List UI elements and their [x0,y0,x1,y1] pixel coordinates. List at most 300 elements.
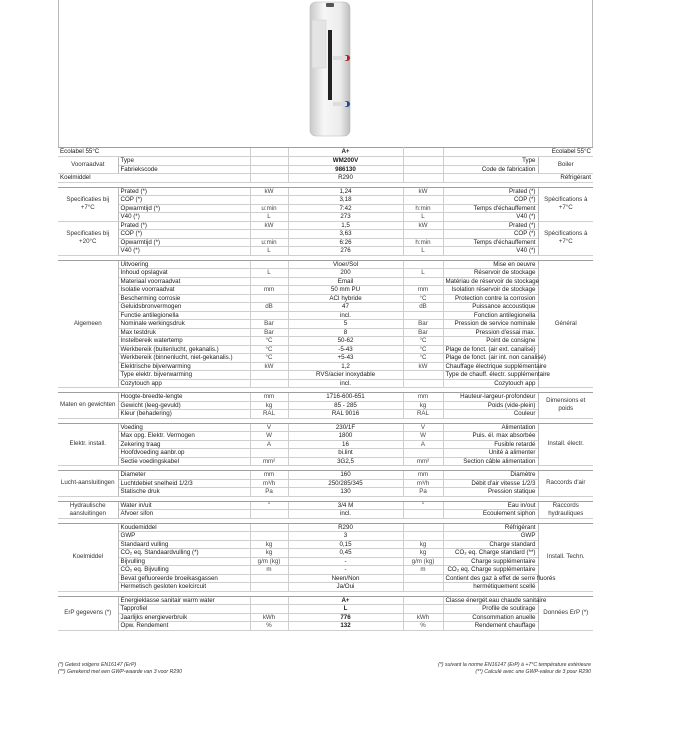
value: - [288,557,403,566]
unit-nl: kg [250,549,288,558]
unit-nl [250,311,288,320]
unit-nl [250,605,288,614]
group-label: Elektr. install. [58,423,118,466]
group-label: Algemeen [58,260,118,388]
value: 85 - 285 [288,401,403,410]
table-row [58,583,593,592]
table-row [58,613,593,622]
label-fr: COP (*) [443,196,538,205]
group-label-fr: Install. électr. [538,423,593,466]
label-nl: Max opg. Elektr. Vermogen [118,432,250,441]
label-fr: Prated (*) [443,187,538,196]
label-nl: Bevat gefluoreerde broeikasgassen [118,574,250,583]
table-row [58,440,593,449]
unit-fr: °C [403,345,443,354]
label-fr: Pression de service nominale [443,320,538,329]
table-row [58,510,593,519]
label-fr: Couleur [443,410,538,419]
unit-nl [250,277,288,286]
unit-nl [250,371,288,380]
unit-nl [250,596,288,605]
label-nl: Materiaal voorraadvat [118,277,250,286]
unit-fr: mm [403,393,443,402]
unit-nl: RAL [250,410,288,419]
unit-fr [403,574,443,583]
label-fr: Isolation réservoir de stockage [443,286,538,295]
table-row [58,532,593,541]
value: WM200V [288,157,403,166]
table-row [58,328,593,337]
unit-fr: Bar [403,328,443,337]
group-label: Maten en gewichten [58,393,118,419]
label-fr: Plage de fonct. (air ext. canalisé) [443,345,538,354]
label-nl: Hermetisch gesloten koelcircuit [118,583,250,592]
unit-fr: kWh [403,613,443,622]
unit-fr: L [403,269,443,278]
label-fr: Réservoir de stockage [443,269,538,278]
label-nl: Werkbereik (binnenlucht, niet-gekanalis.) [118,354,250,363]
value: 1800 [288,432,403,441]
group-label-fr: Données ErP (*) [538,596,593,630]
footnote-right-1: (*) suivant la norme EN16147 (ErP) à +7°C température extérieure [437,662,591,668]
group-label-fr: Spécifications à +7°C [538,187,593,221]
unit-fr: kg [403,401,443,410]
table-row [58,320,593,329]
label-fr: Type de chauff. électr. supplémentaire [443,371,538,380]
table-row [58,196,593,205]
unit-fr: A [403,440,443,449]
label-fr: Débit d'air vitesse 1/2/3 [443,479,538,488]
label-fr: hermétiquement scellé [443,583,538,592]
group-label-fr: Boiler [538,157,593,174]
label-nl: Fabriekscode [118,165,250,174]
value: 230/1F [288,423,403,432]
unit-nl: L [250,247,288,256]
unit-fr [403,311,443,320]
unit-fr: RAL [403,410,443,419]
label-fr: Consommation anuelle [443,613,538,622]
label-fr: Pression d'essai max. [443,328,538,337]
table-row [58,286,593,295]
label-fr: Puissance accoustique [443,303,538,312]
unit-nl: m [250,566,288,575]
table-row [58,566,593,575]
value: 6:26 [288,238,403,247]
table-row [58,423,593,432]
label-fr: Protection contre la corrosion [443,294,538,303]
footnotes-left [58,662,182,676]
label-nl: Max testdruk [118,328,250,337]
label-nl: Jaarlijks energieverbruik [118,613,250,622]
value: incl. [288,311,403,320]
unit-fr [403,449,443,458]
unit-fr: Pa [403,488,443,497]
table-row [58,303,593,312]
unit-fr [403,260,443,269]
value: 132 [288,622,403,631]
table-row [58,549,593,558]
unit-fr: m³/h [403,479,443,488]
group-label: Specificaties bij +7°C [58,187,118,221]
value: 250/285/345 [288,479,403,488]
unit-nl [250,174,288,183]
table-row [58,174,593,183]
group-label: Specificaties bij +20°C [58,221,118,255]
label-fr: Diamètre [443,471,538,480]
unit-nl: kW [250,187,288,196]
label-nl: Werkbereik (buitenlucht, gekanalis.) [118,345,250,354]
label-fr: GWP [443,532,538,541]
table-row [58,557,593,566]
label-fr: Fusible retardé [443,440,538,449]
value: 130 [288,488,403,497]
label-nl: Isolatie voorraadvat [118,286,250,295]
unit-fr: °C [403,354,443,363]
label-nl: Elektrische bijverwarming [118,362,250,371]
label-nl: V40 (*) [118,247,250,256]
unit-fr: g/m (kg) [403,557,443,566]
unit-fr: Bar [403,320,443,329]
unit-nl [250,583,288,592]
unit-fr [403,523,443,532]
value: - [288,566,403,575]
table-row [58,574,593,583]
label-fr: Mise en oeuvre [443,260,538,269]
table-row [58,157,593,166]
label-fr: Point de consigne [443,337,538,346]
value: 3,63 [288,230,403,239]
unit-fr: L [403,247,443,256]
unit-nl [250,532,288,541]
unit-fr: V [403,423,443,432]
footnote-left-1: (*) Getest volgens EN16147 (ErP) [58,662,137,668]
value: 776 [288,613,403,622]
table-row [58,238,593,247]
value: Neen/Non [288,574,403,583]
label-fr: V40 (*) [443,247,538,256]
label-fr: Cozytouch app [443,379,538,388]
unit-fr [403,379,443,388]
group-label-fr: Raccords hydrauliques [538,501,593,518]
value: 1,5 [288,221,403,230]
label-fr: Matériau de réservoir de stockage [443,277,538,286]
label-fr: V40 (*) [443,213,538,222]
group-label: Hydraulische aansluitingen [58,501,118,518]
label-nl: Opwarmtijd (*) [118,204,250,213]
unit-fr: mm [403,286,443,295]
table-row [58,523,593,532]
label-nl: Geluidsbronvermogen [118,303,250,312]
label-fr: Rendement chauffage [443,622,538,631]
ecolabel-right: Ecolabel 55°C [443,148,593,157]
value: R290 [288,523,403,532]
table-row [58,622,593,631]
label-nl: Functie antilegionella [118,311,250,320]
label-nl: Kleur (behadering) [118,410,250,419]
unit-nl: °C [250,354,288,363]
unit-nl: mm² [250,457,288,466]
group-label: ErP gegevens (*) [58,596,118,630]
label-fr: Contient des gaz à effet de serre fluorés [443,574,538,583]
unit-nl [250,260,288,269]
label-fr: Profile de soutirage [443,605,538,614]
label-fr: Pression statique [443,488,538,497]
table-row [58,213,593,222]
value: 3 [288,532,403,541]
unit-fr [403,174,443,183]
label-fr: Puis. él. max absorbée [443,432,538,441]
value: 3/4 M [288,501,403,510]
label-nl: Opw. Rendement [118,622,250,631]
label-nl: Koelmiddel [58,174,250,183]
label-fr: Prated (*) [443,221,538,230]
unit-nl: V [250,423,288,432]
label-nl: Cozytouch app [118,379,250,388]
unit-fr: L [403,213,443,222]
unit-nl: dB [250,303,288,312]
value: Ja/Oui [288,583,403,592]
label-nl: Standaard vulling [118,540,250,549]
value: +5-43 [288,354,403,363]
table-row [58,187,593,196]
group-label-fr: Raccords d'air [538,471,593,497]
value: 1,24 [288,187,403,196]
label-nl: CO₂ eq. Bijvulling [118,566,250,575]
label-nl: V40 (*) [118,213,250,222]
unit-fr: kW [403,221,443,230]
label-fr: Hauteur-largeur-profondeur [443,393,538,402]
label-fr: Eau in/out [443,501,538,510]
label-fr: Chauffage électrique supplémentaire [443,362,538,371]
value: 47 [288,303,403,312]
label-fr: Réfrigérant [443,174,593,183]
value: ACI hybride [288,294,403,303]
label-nl: Afvoer sifon [118,510,250,519]
label-nl: Prated (*) [118,221,250,230]
unit-nl: Pa [250,488,288,497]
value: 3,18 [288,196,403,205]
unit-fr: dB [403,303,443,312]
unit-fr [403,583,443,592]
table-row [58,457,593,466]
value: 276 [288,247,403,256]
label-nl: Hoofdvoeding aanbr.op [118,449,250,458]
label-fr: Temps d'échauffement [443,238,538,247]
table-row [58,479,593,488]
unit-fr: " [403,501,443,510]
label-nl: Tapprofiel [118,605,250,614]
unit-nl: kW [250,221,288,230]
unit-nl: kg [250,401,288,410]
label-fr: Réfrigérant [443,523,538,532]
value: 7:42 [288,204,403,213]
table-row [58,294,593,303]
value: 50-62 [288,337,403,346]
label-fr: Classe énergét.eau chaude sanitaire [443,596,538,605]
value: 160 [288,471,403,480]
unit-nl: A [250,440,288,449]
label-fr: Poids (vide-plein) [443,401,538,410]
unit-nl: kWh [250,613,288,622]
unit-nl: u:min [250,238,288,247]
unit-fr: mm² [403,457,443,466]
value: L [288,605,403,614]
label-nl: Voeding [118,423,250,432]
table-row [58,471,593,480]
table-row [58,540,593,549]
unit-nl [250,165,288,174]
unit-fr: kg [403,540,443,549]
table-row [58,362,593,371]
unit-fr: °C [403,294,443,303]
label-fr: Code de fabrication [443,165,538,174]
unit-nl: kg [250,540,288,549]
value: Vloer/Sol [288,260,403,269]
unit-fr: °C [403,337,443,346]
unit-fr: h:min [403,204,443,213]
unit-fr: mm [403,471,443,480]
label-nl: Diameter [118,471,250,480]
unit-nl: m³/h [250,479,288,488]
unit-nl: mm [250,286,288,295]
value: -5-43 [288,345,403,354]
unit-nl: Bar [250,320,288,329]
unit-nl: " [250,501,288,510]
table-row [58,449,593,458]
value: 0,15 [288,540,403,549]
unit-nl: mm [250,393,288,402]
label-nl: Gewicht (leeg-gevuld) [118,401,250,410]
unit-nl [250,379,288,388]
value: R290 [288,174,403,183]
label-nl: CO₂ eq. Standaardvulling (*) [118,549,250,558]
label-nl: Energieklasse sanitair warm water [118,596,250,605]
label-nl: Hoogte-breedte-lengte [118,393,250,402]
label-fr: CO₂ eq. Charge standard (**) [443,549,538,558]
value: bi.lint [288,449,403,458]
unit-nl: mm [250,471,288,480]
table-row [58,260,593,269]
value: Email [288,277,403,286]
label-nl: Sectie voedingskabel [118,457,250,466]
table-row [58,432,593,441]
label-nl: Opwarmtijd (*) [118,238,250,247]
unit-nl [250,230,288,239]
group-label-fr: Dimensions et poids [538,393,593,419]
value: 50 mm PU [288,286,403,295]
unit-nl: kW [250,362,288,371]
label-nl: Luchtdebiet snelheid 1/2/3 [118,479,250,488]
label-fr: Ecoulement siphon [443,510,538,519]
unit-nl [250,449,288,458]
footnote-right-2: (**) Calculé avec une GWP-valeur de 3 pour R290 [475,669,591,675]
label-nl: Bescherming corrosie [118,294,250,303]
table-row [58,401,593,410]
group-label: Koelmiddel [58,523,118,591]
label-nl: Type elektr. bijverwarming [118,371,250,380]
group-label-fr: Install. Techn. [538,523,593,591]
value: 986130 [288,165,403,174]
table-row [58,393,593,402]
ecolabel-class: A+ [288,148,403,157]
table-row [58,204,593,213]
group-label: Voorraadvat [58,157,118,174]
footnote-left-2: (**) Gerekend met een GWP-waarde van 3 voor R290 [58,669,182,675]
value: RAL 9016 [288,410,403,419]
value: 200 [288,269,403,278]
label-nl: GWP [118,532,250,541]
table-row [58,221,593,230]
table-row [58,337,593,346]
group-label: Lucht-aansluitingen [58,471,118,497]
unit-nl: u:min [250,204,288,213]
spec-table [58,147,593,631]
label-nl: Water in/uit [118,501,250,510]
label-nl: Bijvulling [118,557,250,566]
table-row [58,230,593,239]
unit-nl [250,574,288,583]
unit-nl: L [250,269,288,278]
table-row [58,165,593,174]
ecolabel-left: Ecolabel 55°C [58,148,250,157]
value: 273 [288,213,403,222]
unit-nl: L [250,213,288,222]
unit-nl: % [250,622,288,631]
unit-fr [403,510,443,519]
unit-fr: kg [403,549,443,558]
group-label-fr: Spécifications à +7°C [538,221,593,255]
label-nl: Prated (*) [118,187,250,196]
label-fr: Charge standard [443,540,538,549]
label-nl: Uitvoering [118,260,250,269]
unit-nl [250,294,288,303]
label-nl: Statische druk [118,488,250,497]
unit-fr [403,196,443,205]
value: incl. [288,510,403,519]
label-fr: Temps d'échauffement [443,204,538,213]
value: 8 [288,328,403,337]
label-fr: CO₂ eq. Charge supplémentaire [443,566,538,575]
value: 3G2,5 [288,457,403,466]
unit-fr: W [403,432,443,441]
value: 0,45 [288,549,403,558]
unit-fr: % [403,622,443,631]
unit-fr: h:min [403,238,443,247]
label-nl: COP (*) [118,230,250,239]
image-frame [58,0,593,147]
value: A+ [288,596,403,605]
table-row [58,410,593,419]
unit-fr [403,165,443,174]
unit-fr [403,230,443,239]
value: 5 [288,320,403,329]
unit-fr [403,277,443,286]
table-row [58,277,593,286]
label-nl: Inhoud opslagvat [118,269,250,278]
table-row [58,605,593,614]
unit-nl: Bar [250,328,288,337]
label-nl: Nominale werkingsdruk [118,320,250,329]
value: 1,2 [288,362,403,371]
unit-fr [403,605,443,614]
label-nl: Koudemiddel [118,523,250,532]
group-label-fr: Général [538,260,593,388]
value: incl. [288,379,403,388]
table-row [58,354,593,363]
unit-fr: kW [403,362,443,371]
table-row [58,247,593,256]
label-fr: COP (*) [443,230,538,239]
